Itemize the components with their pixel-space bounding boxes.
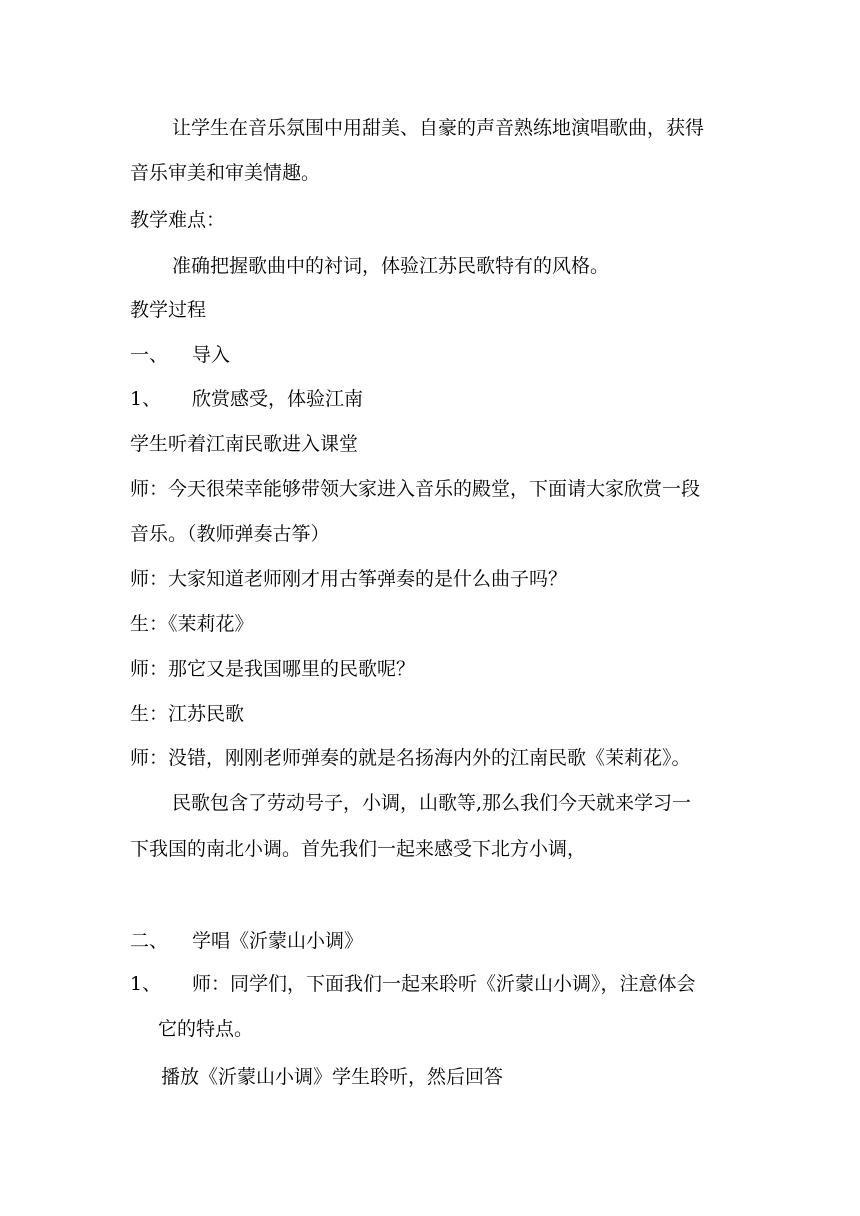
dialogue-line: 音乐。（教师弹奏古筝） [130, 523, 330, 545]
paragraph-line: 让学生在音乐氛围中用甜美、自豪的声音熟练地演唱歌曲，获得 [172, 117, 705, 139]
paragraph-line: 播放《沂蒙山小调》学生聆听，然后回答 [161, 1066, 504, 1088]
paragraph-line: 音乐审美和审美情趣。 [130, 162, 321, 184]
list-text: 导入 [192, 344, 231, 366]
list-text: 学唱《沂蒙山小调》 [192, 930, 364, 952]
dialogue-line: 师：大家知道老师刚才用古筝弹奏的是什么曲子吗？ [130, 568, 568, 590]
list-text: 欣赏感受，体验江南 [192, 388, 364, 410]
list-number: 二、 [130, 930, 169, 952]
section-heading: 教学难点： [130, 209, 226, 231]
paragraph-line: 民歌包含了劳动号子，小调，山歌等,那么我们今天就来学习一 [172, 792, 692, 814]
dialogue-line: 生：江苏民歌 [130, 703, 245, 725]
dialogue-line: 生：《茉莉花》 [130, 613, 254, 635]
paragraph-line: 下我国的南北小调。首先我们一起来感受下北方小调， [130, 838, 587, 860]
dialogue-line: 师：那它又是我国哪里的民歌呢？ [130, 658, 416, 680]
list-text: 师：同学们，下面我们一起来聆听《沂蒙山小调》，注意体会 [192, 973, 696, 995]
paragraph-line: 它的特点。 [158, 1018, 254, 1040]
list-number: 1、 [130, 388, 162, 410]
paragraph-line: 学生听着江南民歌进入课堂 [130, 433, 359, 455]
list-number: 1、 [130, 973, 162, 995]
dialogue-line: 师：没错，刚刚老师弹奏的就是名扬海内外的江南民歌《茉莉花》。 [130, 747, 691, 769]
section-heading: 教学过程 [130, 299, 207, 321]
list-number: 一、 [130, 344, 169, 366]
paragraph-line: 准确把握歌曲中的衬词，体验江苏民歌特有的风格。 [172, 255, 610, 277]
dialogue-line: 师：今天很荣幸能够带领大家进入音乐的殿堂，下面请大家欣赏一段 [130, 478, 701, 500]
